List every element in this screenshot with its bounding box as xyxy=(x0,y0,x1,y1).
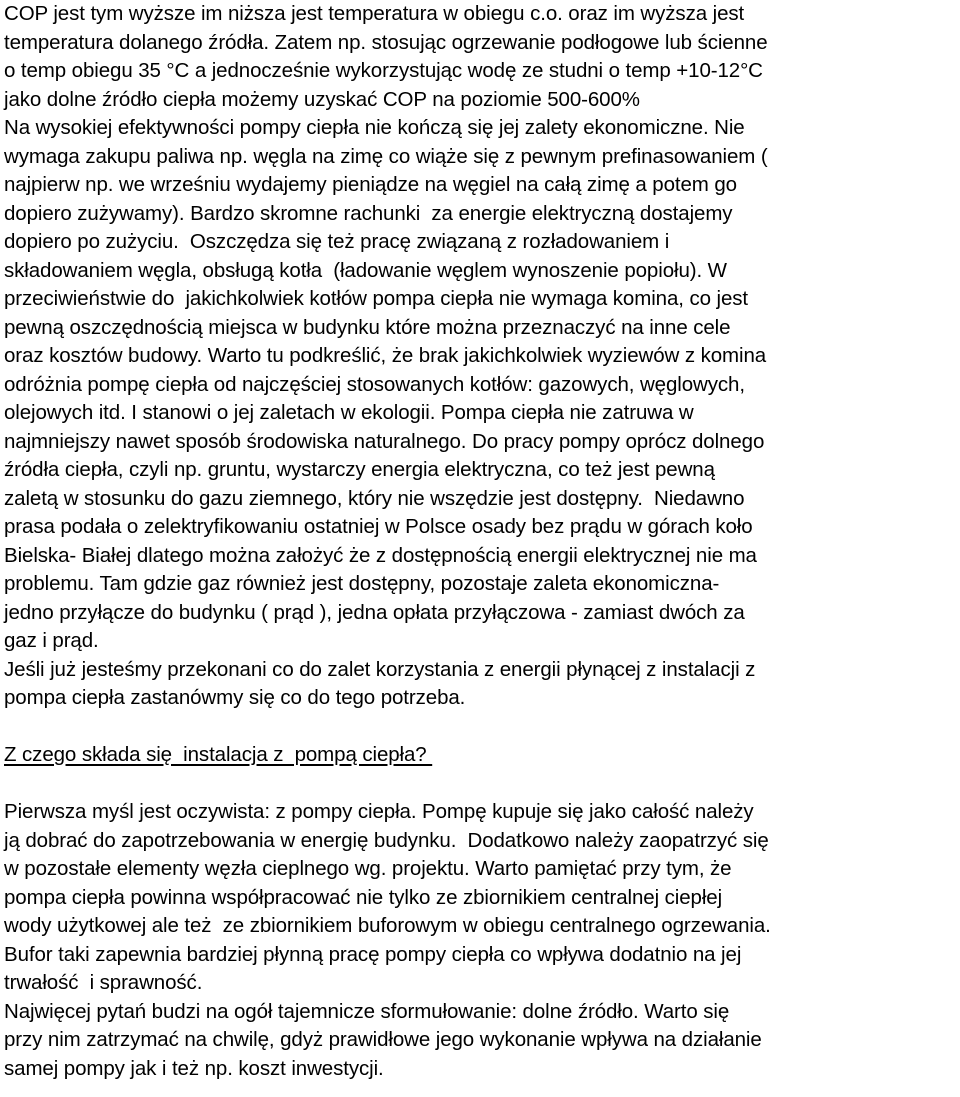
text-line: trwałość i sprawność. xyxy=(4,971,203,994)
text-line: gaz i prąd. xyxy=(4,629,99,652)
text-line: w pozostałe elementy węzła cieplnego wg. projektu. Warto pamiętać przy tym, że xyxy=(4,857,732,880)
text-line: zaletą w stosunku do gazu ziemnego, który nie wszędzie jest dostępny. Niedawno xyxy=(4,486,745,510)
document-page xyxy=(4,0,960,1083)
text-line: o temp obiegu 35 °C a jednocześnie wykorzystując wodę ze studni o temp +10-12°C xyxy=(4,59,763,82)
text-line: jako dolne źródło ciepła możemy uzyskać COP na poziomie 500-600% xyxy=(4,87,640,111)
text-line: pewną oszczędnością miejsca w budynku które można przeznaczyć na inne cele xyxy=(4,315,731,339)
blank-line xyxy=(4,713,960,742)
text-line: wymaga zakupu paliwa np. węgla na zimę co wiąże się z pewnym prefinasowaniem ( xyxy=(4,144,768,168)
text-line: samej pompy jak i też np. koszt inwestycji. xyxy=(4,1056,384,1080)
text-line: przeciwieństwie do jakichkolwiek kotłów pompa ciepła nie wymaga komina, co jest xyxy=(4,287,749,310)
text-line: składowaniem węgla, obsługą kotła (ładowanie węglem wynoszenie popiołu). W xyxy=(4,258,727,282)
text-line: najmniejszy nawet sposób środowiska naturalnego. Do pracy pompy oprócz dolnego xyxy=(4,429,765,453)
text-line: wody użytkowej ale też ze zbiornikiem buforowym w obiegu centralnego ogrzewania. xyxy=(4,914,771,937)
text-line: Pierwsza myśl jest oczywista: z pompy ciepła. Pompę kupuje się jako całość należy xyxy=(4,800,754,823)
blank-line xyxy=(4,770,960,799)
text-line: pompa ciepła zastanówmy się co do tego potrzeba. xyxy=(4,686,466,709)
text-line: jedno przyłącze do budynku ( prąd ), jedna opłata przyłączowa - zamiast dwóch za xyxy=(4,600,745,624)
text-line: najpierw np. we wrześniu wydajemy pieniądze na węgiel na całą zimę a potem go xyxy=(4,173,737,196)
text-line: oraz kosztów budowy. Warto tu podkreślić, że brak jakichkolwiek wyziewów z komina xyxy=(4,344,767,367)
text-line: olejowych itd. I stanowi o jej zaletach w ekologii. Pompa ciepła nie zatruwa w xyxy=(4,401,694,424)
paragraph-block-1 xyxy=(4,0,960,713)
text-line: pompa ciepła powinna współpracować nie tylko ze zbiornikiem centralnej ciepłej xyxy=(4,885,723,909)
text-line: Bielska- Białej dlatego można założyć że z dostępnością energii elektrycznej nie ma xyxy=(4,543,757,567)
paragraph-block-2 xyxy=(4,798,960,1083)
text-line: przy nim zatrzymać na chwilę, gdyż prawidłowe jego wykonanie wpływa na działanie xyxy=(4,1028,762,1051)
text-line: Najwięcej pytań budzi na ogół tajemnicze sformułowanie: dolne źródło. Warto się xyxy=(4,999,730,1023)
text-line: dopiero zużywamy). Bardzo skromne rachunki za energie elektryczną dostajemy xyxy=(4,201,733,225)
text-line: dopiero po zużyciu. Oszczędza się też pracę związaną z rozładowaniem i xyxy=(4,230,670,253)
text-line: prasa podała o zelektryfikowaniu ostatniej w Polsce osady bez prądu w górach koło xyxy=(4,515,753,538)
text-line: COP jest tym wyższe im niższa jest temperatura w obiegu c.o. oraz im wyższa jest xyxy=(4,2,745,25)
text-line: temperatura dolanego źródła. Zatem np. stosując ogrzewanie podłogowe lub ścienne xyxy=(4,30,768,54)
section-heading: Z czego składa się instalacja z pompą ciepła? xyxy=(4,743,433,766)
text-line: źródła ciepła, czyli np. gruntu, wystarczy energia elektryczna, co też jest pewną xyxy=(4,458,715,481)
text-line: Na wysokiej efektywności pompy ciepła nie kończą się jej zalety ekonomiczne. Nie xyxy=(4,116,745,139)
text-line: problemu. Tam gdzie gaz również jest dostępny, pozostaje zaleta ekonomiczna- xyxy=(4,572,720,595)
text-line: Bufor taki zapewnia bardziej płynną pracę pompy ciepła co wpływa dodatnio na jej xyxy=(4,942,742,966)
text-line: odróżnia pompę ciepła od najczęściej stosowanych kotłów: gazowych, węglowych, xyxy=(4,372,745,396)
text-line: ją dobrać do zapotrzebowania w energię budynku. Dodatkowo należy zaopatrzyć się xyxy=(4,828,769,852)
text-line: Jeśli już jesteśmy przekonani co do zalet korzystania z energii płynącej z instalacji z xyxy=(4,657,756,681)
